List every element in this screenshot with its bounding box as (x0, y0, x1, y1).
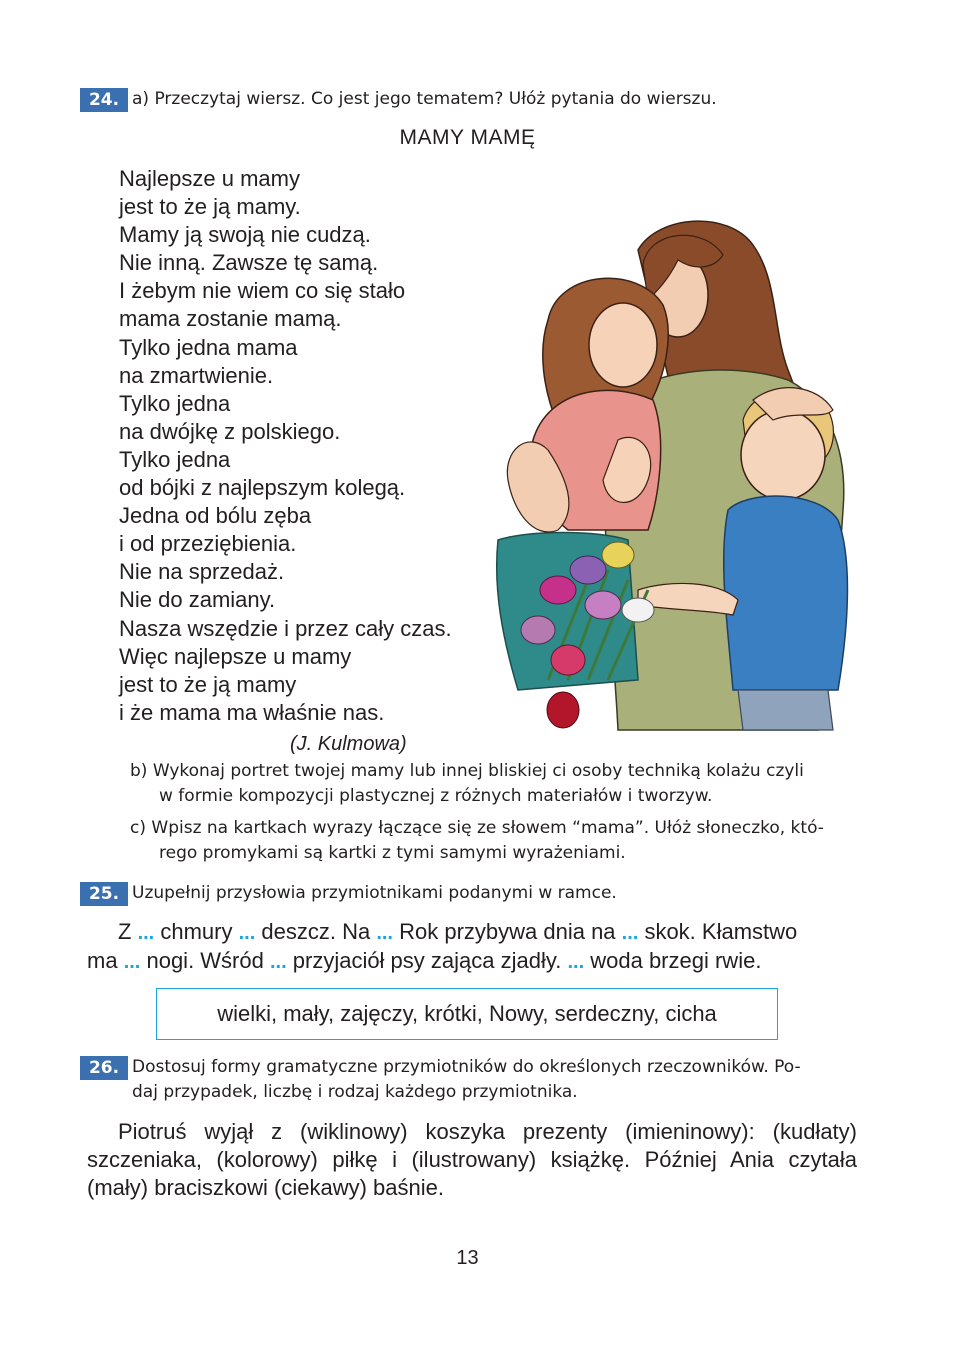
poem-line: Nie do zamiany. (119, 587, 276, 613)
task-24b (130, 759, 865, 809)
adjectives-exercise-text: Piotruś wyjął z (wiklinowy) koszyka prezenty (imieninowy): (kudłaty) szczeniaka, (kolorowy) piłkę i (ilustrowany) książkę. Później Ania czytała (mały) braciszkowi (ciekawy) baśnie. (87, 1119, 857, 1200)
poem-line: od bójki z najlepszym kolegą. (119, 475, 406, 501)
task-24c-line: rego promykami są kartki z tymi samymi wyrażeniami. (159, 843, 626, 863)
poem-line: Nie inną. Zawsze tę samą. (119, 250, 379, 276)
poem-author: (J. Kulmowa) (290, 733, 407, 755)
poem-line: Jedna od bólu zęba (119, 503, 312, 529)
mother-children-illustration (488, 210, 863, 740)
poem-line: Więc najlepsze u mamy (119, 643, 352, 669)
task-24-instruction: a) Przeczytaj wiersz. Co jest jego tematem? Ułóż pytania do wierszu. (132, 89, 717, 109)
task-number-25: 25. (80, 882, 128, 906)
task-26-instruction-line: Dostosuj formy gramatyczne przymiotników do określonych rzeczowników. Po- (132, 1057, 801, 1077)
blank-dots: ... (376, 922, 393, 944)
page-number: 13 (456, 1247, 479, 1269)
blank-dots: ... (238, 922, 256, 944)
blank-dots: ... (269, 951, 287, 973)
proverbs-exercise (87, 918, 857, 976)
proverbs-line-2: ma ... nogi. Wśród ... przyjaciół psy zająca zjadły. ... woda brzegi rwie. (87, 948, 762, 973)
task-number-24: 24. (80, 88, 128, 112)
task-24b-line: w formie kompozycji plastycznej z różnych materiałów i tworzyw. (159, 786, 713, 806)
poem-line: Tylko jedna mama (119, 334, 298, 360)
adjectives-exercise (87, 1118, 857, 1202)
poem-line: Tylko jedna (119, 446, 231, 472)
task-24c-line: c) Wpisz na kartkach wyrazy łączące się ze słowem “mama”. Ułóż słoneczko, któ- (130, 818, 824, 838)
poem-line: Nie na sprzedaż. (119, 559, 285, 585)
task-25-instruction: Uzupełnij przysłowia przymiotnikami podanymi w ramce. (132, 883, 617, 903)
poem-title: MAMY MAMĘ (399, 126, 536, 149)
blank-dots: ... (123, 951, 141, 973)
word-box: wielki, mały, zajęczy, krótki, Nowy, serdeczny, cicha (156, 988, 778, 1040)
poem-line: Nasza wszędzie i przez cały czas. (119, 615, 452, 641)
poem-line: mama zostanie mamą. (119, 306, 342, 332)
poem-line: i że mama ma właśnie nas. (119, 699, 385, 725)
poem-line: Najlepsze u mamy (119, 166, 300, 191)
task-24c (130, 816, 865, 866)
task-26-instruction-line: daj przypadek, liczbę i rodzaj każdego przymiotnika. (132, 1082, 578, 1102)
poem-line: jest to że ją mamy. (119, 194, 301, 220)
poem-line: I żebym nie wiem co się stało (119, 278, 406, 304)
proverbs-line-1: Z ... chmury ... deszcz. Na ... Rok przybywa dnia na ... skok. Kłamstwo (118, 919, 798, 944)
poem (119, 165, 452, 727)
blank-dots: ... (621, 922, 639, 944)
poem-line: na dwójkę z polskiego. (119, 418, 341, 444)
poem-line: i od przeziębienia. (119, 531, 297, 557)
task-number-26: 26. (80, 1056, 128, 1080)
poem-line: jest to że ją mamy (119, 671, 297, 697)
blank-dots: ... (567, 951, 585, 973)
task-26-instruction (132, 1055, 857, 1105)
blank-dots: ... (137, 922, 155, 944)
poem-line: Tylko jedna (119, 390, 231, 416)
poem-line: na zmartwienie. (119, 362, 274, 388)
task-24b-line: b) Wykonaj portret twojej mamy lub innej bliskiej ci osoby techniką kolażu czyli (130, 761, 804, 781)
poem-line: Mamy ją swoją nie cudzą. (119, 222, 371, 248)
